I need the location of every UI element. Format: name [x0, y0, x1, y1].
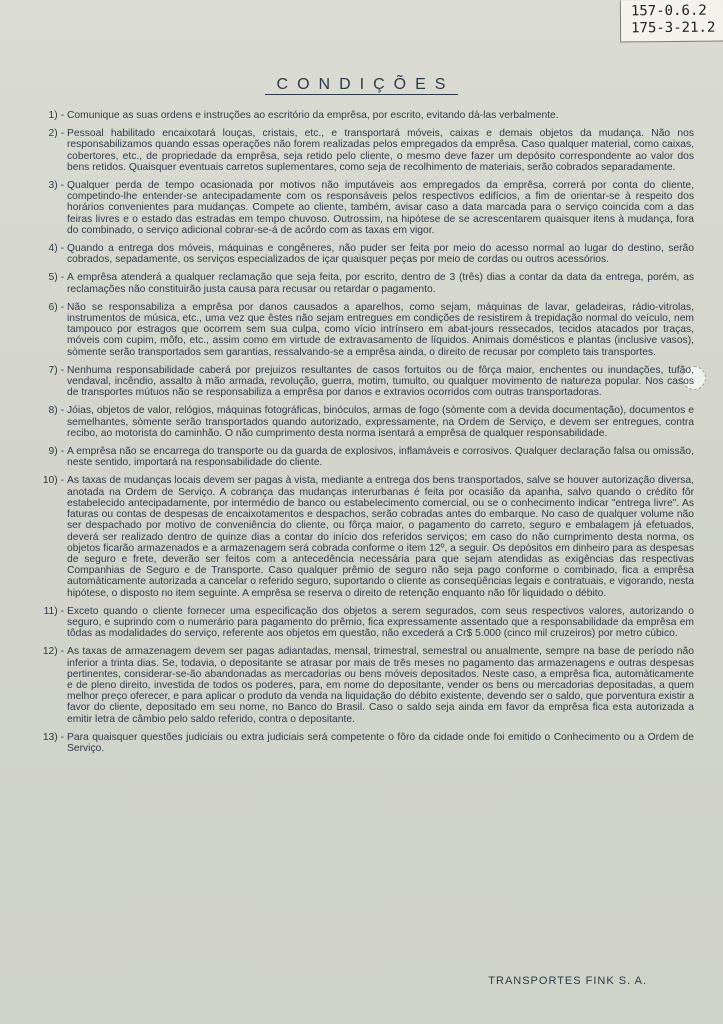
condition-item [32, 646, 694, 724]
condition-item [32, 128, 694, 173]
condition-text: Qualquer perda de tempo ocasionada por motivos não imputáveis aos empregados da emprêsa, correrá por conta do cliente, competindo-lhe entender-se antecipadamente com os responsáveis pelos respectivos edifícios, a fim de orientar-se à respeito dos horários convenientes para mudanças. Compete ao cliente, também, avisar caso a data marcada para o serviço coincida com a das feiras livres e o estado das estradas em tempo chuvoso. Outrossim, na hipótese de se acrescentarem quaisquer itens à mudança, fora do combinado, o serviço adicional cobrar-se-á de acôrdo com as taxas em vigor. [67, 180, 694, 236]
condition-item [32, 272, 694, 294]
condition-text: As taxas de armazenagem devem ser pagas adiantadas, mensal, trimestral, semestral ou anualmente, sempre na base de período não inferior a trinta dias. Se, todavia, o depositante se atrasar por mais de três meses no pagamento das armazenagens e outras despesas pertinentes, considerar-se-ão abandonadas as mercadorias ou bens móveis depositados. Neste caso, a emprêsa fica, automàticamente e de pleno direito, investida de todos os poderes, para, em nome do depositante, vender os bens ou mercadorias depositadas, a quem melhor preço oferecer, e para aplicar o produto da venda na liquidação do débito existente, devendo ser o saldo, que porventura existir a favor do cliente, depositado em seu nome, no Banco do Brasil. Caso o saldo seja ainda em favor da emprêsa fica esta autorizada a emitir letra de câmbio pelo saldo referido, contra o depositante. [67, 646, 694, 725]
condition-text: Exceto quando o cliente fornecer uma especificação dos objetos a serem segurados, com seus respectivos valores, autorizando o seguro, e suprindo com o numerário para pagamento do prêmio, fica expressamente assentado que a responsabilidade da emprêsa em tôdas as modalidades do serviço, referente aos objetos em questão, não excederá a Cr$ 5.000 (cinco mil cruzeiros) por metro cúbico. [67, 605, 694, 640]
condition-number: 2) - [48, 128, 64, 140]
condition-item [32, 302, 694, 358]
condition-number: 5) - [48, 272, 64, 284]
company-signature: TRANSPORTES FINK S. A. [488, 975, 647, 987]
condition-number: 10) - [42, 475, 64, 487]
condition-text: A emprêsa não se encarrega do transporte ou da guarda de explosivos, inflamáveis e corrosivos. Qualquer declaração falsa ou omissão, neste sentido, importará na responsabilidade do cliente. [67, 446, 694, 469]
condition-item [32, 365, 694, 399]
condition-number: 1) - [48, 110, 64, 121]
condition-item [32, 405, 694, 439]
condition-number: 9) - [48, 446, 64, 458]
condition-number: 4) - [48, 243, 64, 255]
condition-number: 6) - [48, 301, 64, 313]
reference-line-1: 157-0.6.2 [630, 2, 707, 20]
page-title: CONDIÇÕES [0, 76, 723, 94]
archive-reference-label [620, 0, 723, 42]
condition-item [32, 606, 694, 640]
reference-line-2: 175-3-21.2 [630, 19, 716, 37]
condition-text: Não se responsabiliza a emprêsa por danos causados a aparelhos, como sejam, máquinas de lavar, geladeiras, rádio-vitrolas, instrumentos de música, etc., uma vez que êstes não sejam entregues em condições de resistirem à trepidação normal do veículo, nem tampouco por estragos que ocorrem sem sua culpa, como vício intrínsero em abat-jours ressecados, tecidos atacados por traças, móveis com cupim, môfo, etc., assim como em virtude de extravasamento de líquidos. Animais domésticos e plantas (inclusive vasos), sòmente serão transportados sem garantias, ressalvando-se a emprêsa ainda, o direito de recusar por completo tais transportes. [67, 301, 694, 358]
condition-number: 13) - [42, 731, 64, 743]
condition-item [32, 243, 694, 265]
condition-item [32, 732, 694, 754]
condition-number: 11) - [43, 605, 64, 617]
condition-text: Para quaisquer questões judiciais ou extra judiciais será competente o fôro da cidade onde foi emitido o Conhecimento ou a Ordem de Serviço. [67, 731, 694, 754]
condition-text: Nenhuma responsabilidade caberá por prejuizos resultantes de casos fortuitos ou de fôrça maior, enchentes ou inundações, tufão, vendaval, incêndio, assalto à mão armada, revolução, guerra, motim, tumulto, ou qualquer movimento de natureza popular. Nos casos de transportes mútuos não se responsabiliza a emprêsa por danos e extravios ocorridos com outras transportadoras. [67, 364, 694, 399]
condition-number: 3) - [48, 180, 64, 192]
condition-text: Quando a entrega dos móveis, máquinas e congêneres, não puder ser feita por meio do acesso normal ao lugar do destino, serão cobrados, sepadamente, os serviços especializados de içar quaisquer peças por meio de cordas ou outros acessórios. [67, 243, 694, 266]
condition-item [32, 446, 694, 468]
condition-item [32, 475, 694, 598]
conditions-list [32, 110, 694, 761]
condition-text: Jóias, objetos de valor, relógios, máquinas fotográficas, binóculos, armas de fogo (sòmente com a devida documentação), documentos e semelhantes, sòmente serão transportados quando autorizado, expressamente, na Ordem de Serviço, e devem ser entregues, contra recibo, ao motorista do caminhão. O não cumprimento desta norma isentará a emprêsa de qualquer responsabilidade. [67, 405, 694, 439]
condition-text: Comunique as suas ordens e instruções ao escritório da emprêsa, por escrito, evitando dá-las verbalmente. [67, 110, 559, 121]
condition-number: 12) - [42, 646, 64, 658]
condition-item [32, 180, 694, 236]
condition-text: A emprêsa atenderá a qualquer reclamação que seja feita, por escrito, dentro de 3 (três) dias a contar da data da entrega, porém, as reclamações não constituirão justa causa para recusar ou retardar o pagamento. [67, 272, 694, 295]
condition-text: Pessoal habilitado encaixotará louças, cristais, etc., e transportará móveis, caixas e demais objetos da mudança. Não nos responsabilizamos quando essas operações não forem realizadas pelos empregados da emprêsa. Caso qualquer material, como caixas, cobertores, etc., de propriedade da emprêsa, seja retido pelo cliente, o mesmo deve fazer um depósito correspondente ao valor dos bens retidos. Quaisquer eventuais carretos suplementares, como seja de recolhimento de materiais, serão cobrados separadamente. [67, 128, 694, 173]
condition-item [32, 110, 694, 121]
condition-number: 7) - [48, 364, 64, 376]
condition-number: 8) - [48, 405, 64, 417]
condition-text: As taxas de mudanças locais devem ser pagas à vista, mediante a entrega dos bens transportados, salve se houver autorização diversa, anotada na Ordem de Serviço. A cobrança das mudanças interurbanas é feita por ocasião da apanha, salvo quando o crédito fôr estabelecido antecipadamente, por intermédio de banco ou estabelecimento comercial, ou se o conhecimento indicar "entrega livre". As faturas ou contas de despesas de encaixotamentos e despachos, serão cobradas antes do embarque. No caso de qualquer volume não ser despachado por motivo de conveniência do cliente, ou fôrça maior, o pagamento do carreto, seguro e embalagem já efetuados, deverá ser realizado dentro de quinze dias a contar do início dos referidos serviços; em caso do não cumprimento desta norma, os objetos ficarão armazenados e a armazenagem será cobrada conforme o item 12º, a seguir. Os depósitos em dinheiro para as despesas de seguro e frete, deverão ser feitos com a antecedência necessária para que sejam atendidas as exigências das respectivas Companhias de Seguro e de Transporte. Caso qualquer prêmio de seguro não seja pago conforme o combinado, fica a emprêsa automàticamente autorizada a cancelar o referido seguro, suportando o cliente as conseqüências legais e contratuais, e vigorando, nesta hipótese, o disposto no item seguinte. A emprêsa se reserva o direito de retenção enquanto não fôr liquidado o débito. [67, 475, 694, 599]
